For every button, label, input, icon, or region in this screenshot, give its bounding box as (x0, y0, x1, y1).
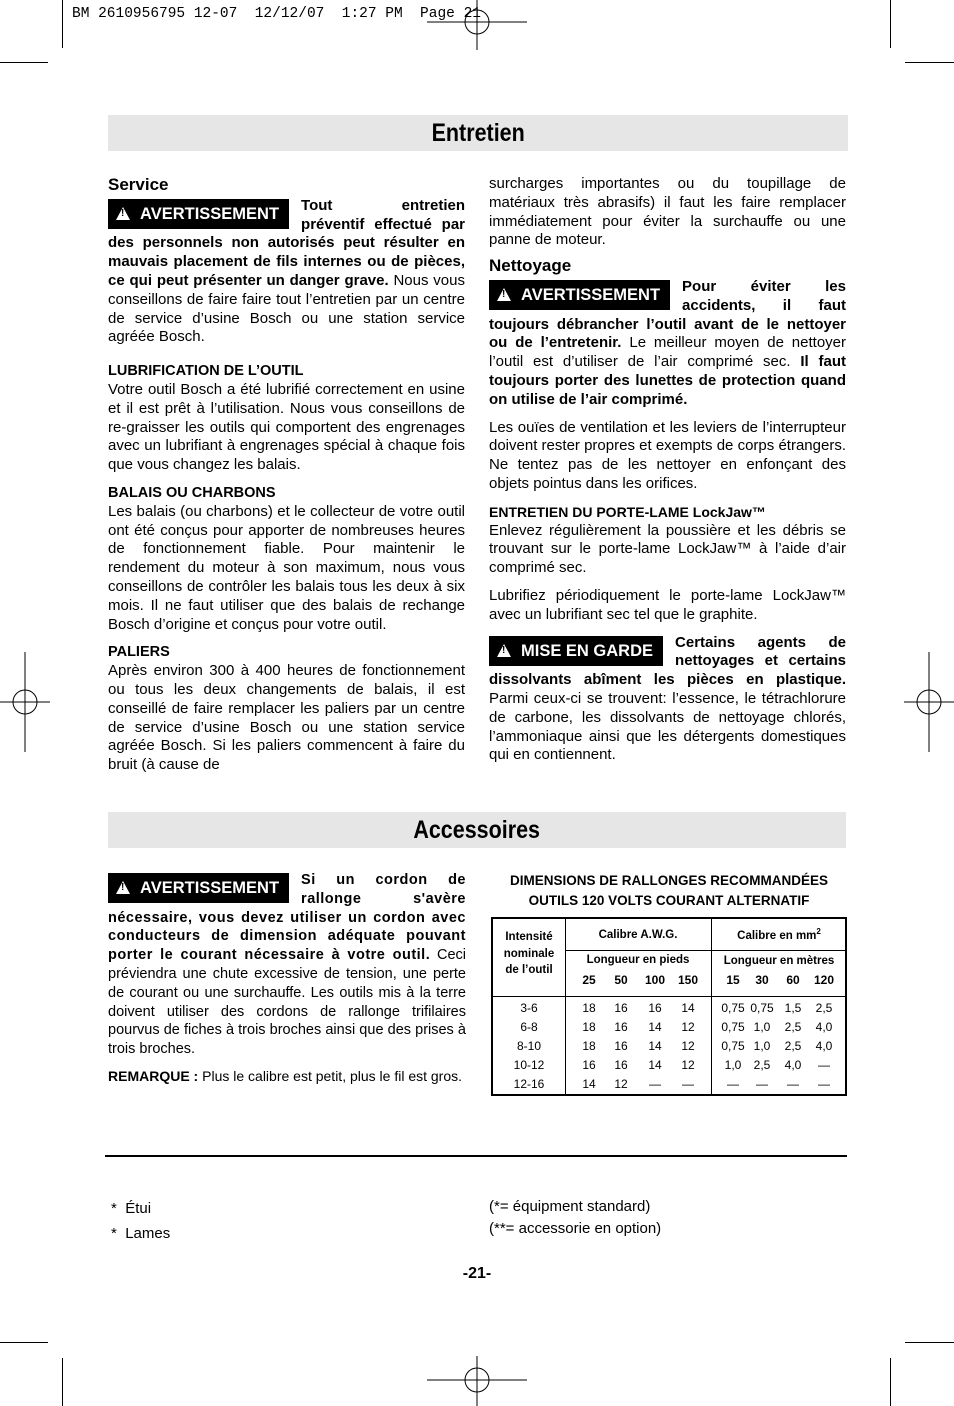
table-cell-mm2: 0,75 (721, 1020, 745, 1034)
table-divider (565, 950, 847, 951)
header-mm2: Calibre en $mm^2$ (737, 927, 821, 942)
table-cell-awg: 16 (582, 1058, 596, 1072)
table-cell-awg: 16 (614, 1058, 628, 1072)
table-cell-mm2: 1,0 (753, 1039, 771, 1053)
table-cell-awg: 18 (582, 1001, 596, 1015)
lockjaw-heading: ENTRETIEN DU PORTE-LAME LockJaw™ (489, 503, 766, 520)
table-cell-amp: 8-10 (516, 1039, 542, 1053)
crop-mark (62, 1358, 63, 1406)
paliers-text: Après environ 300 à 400 heures de fonctionnement ou tous les deux changements de balais, il est conseillé de faire remplacer les paliers par un centre de service d’usine Bosch ou une station service agréée Bosch. Si les paliers commencent à faire du bruit (à cause de (108, 662, 465, 774)
remarque-note: REMARQUE : Plus le calibre est petit, plus le fil est gros. (108, 1067, 463, 1084)
crop-mark (0, 62, 48, 63)
service-heading: Service (108, 175, 169, 194)
table-cell-mm2: — (727, 1077, 739, 1091)
table-cell-mm2: 1,0 (753, 1020, 771, 1034)
section-title-entretien: Entretien (108, 115, 848, 151)
header-length-ft: 50 (614, 973, 628, 987)
table-title: DIMENSIONS DE RALLONGES RECOMMANDÉES OUTILS 120 VOLTS COURANT ALTERNATIF (509, 873, 829, 908)
table-cell-mm2: 4,0 (815, 1039, 833, 1053)
caution-paragraph: !MISE EN GARDE Certains agents de nettoyages et certains dissolvants abîment les pièces en plastique. Parmi ceux-ci se trouvent: l’essence, le tétrachlorure de carbone, les dissolvants de nettoyage chlorés, l’ammoniaque ainsi que les détergents domestiques qui en contiennent. (489, 634, 846, 766)
warning-badge: !AVERTISSEMENT (108, 873, 289, 903)
table-cell-awg: 18 (582, 1039, 596, 1053)
crop-mark (890, 1358, 891, 1406)
table-cell-mm2: 2,5 (815, 1001, 833, 1015)
service-paragraph: !AVERTISSEMENT Tout entretien préventif effectué par des personnels non autorisés peut résulter en mauvais placement de fils internes ou de pièces, ce qui peut présenter un danger grave. Nous vous conseillons de faire faire tout l’entretien par un centre de service d’usine Bosch ou une station service agréée Bosch. (108, 197, 465, 347)
table-cell-mm2: — (756, 1077, 768, 1091)
paliers-heading: PALIERS (108, 644, 170, 661)
table-cell-awg: 14 (681, 1001, 695, 1015)
table-divider (711, 919, 712, 1094)
header-length-m: 120 (813, 973, 835, 987)
crop-mark (0, 1342, 48, 1343)
table-cell-awg: 12 (681, 1058, 695, 1072)
header-metres: Longueur en mètres (723, 955, 835, 967)
lubrification-text: Votre outil Bosch a été lubrifié correctement en usine et il est prêt à l’utilisation. Nous vous conseillons de re-graisser les outils qui comportent des engrenages avec un lubrifiant à engrenages spécial à chaque fois que vous changez les balais. (108, 380, 465, 474)
warning-triangle-icon (116, 881, 130, 894)
table-cell-awg: 14 (648, 1039, 662, 1053)
warning-triangle-icon (116, 207, 130, 220)
table-cell-awg: 12 (681, 1039, 695, 1053)
warning-badge: !AVERTISSEMENT (108, 199, 289, 229)
header-length-m: 60 (786, 973, 800, 987)
header-intensite: Intensité nominale de l’outil (503, 931, 555, 976)
page-number: -21- (462, 1265, 492, 1282)
table-cell-awg: — (649, 1077, 661, 1091)
paliers-continued-text: surcharges importantes ou du toupillage de matériaux très abrasifs) il faut les faire remplacer immédiatement pour éviter la surchauffe ou une panne de moteur. (489, 175, 846, 249)
table-cell-awg: 14 (648, 1058, 662, 1072)
balais-text: Les balais (ou charbons) et le collecteur de votre outil ont été conçus pour apporter de nombreuses heures de fonctionnement fiable. Pour maintenir le rendement du moteur à son maximum, nous vous conseillons de contrôler les balais tous les deux à six mois. Il ne faut utiliser que des balais de rechange Bosch d’origine et conçus pour votre outil. (108, 502, 465, 633)
table-cell-awg: 14 (648, 1020, 662, 1034)
lockjaw-text-2: Lubrifiez périodiquement le porte-lame LockJaw™ avec un lubrifiant sec tel que le graphite. (489, 586, 846, 623)
table-cell-mm2: 1,5 (784, 1001, 802, 1015)
table-cell-awg: 16 (648, 1001, 662, 1015)
nettoyage-paragraph: !AVERTISSEMENT Pour éviter les accidents, il faut toujours débrancher l’outil avant de le nettoyer ou de l’entretenir. Le meilleur moyen de nettoyer l’outil est d’utiliser de l’air comprimé sec. Il faut toujours porter des lunettes de protection quand on utilise de l’air comprimé. (489, 278, 846, 410)
table-divider (565, 919, 566, 1094)
registration-mark-icon (904, 652, 954, 752)
table-cell-amp: 3-6 (520, 1001, 538, 1015)
header-length-ft: 100 (644, 973, 666, 987)
table-cell-awg: 18 (582, 1020, 596, 1034)
crop-mark (890, 0, 891, 48)
extension-cord-table (491, 917, 847, 1096)
warning-badge: !AVERTISSEMENT (489, 280, 670, 310)
registration-mark-icon (427, 1356, 527, 1406)
list-item: * Lames (111, 1225, 171, 1242)
left-column (108, 176, 465, 775)
warning-triangle-icon (497, 644, 511, 657)
table-cell-mm2: 2,5 (784, 1039, 802, 1053)
table-cell-mm2: — (787, 1077, 799, 1091)
table-cell-awg: 16 (614, 1020, 628, 1034)
table-cell-mm2: 1,0 (724, 1058, 742, 1072)
table-cell-mm2: — (818, 1058, 830, 1072)
table-cell-awg: 16 (614, 1001, 628, 1015)
lockjaw-text-1: Enlevez régulièrement la poussière et les débris se trouvant sur le porte-lame LockJaw™ à l’aide d’air comprimé sec. (489, 521, 846, 577)
table-cell-mm2: 0,75 (721, 1001, 745, 1015)
header-length-m: 15 (726, 973, 740, 987)
table-cell-amp: 10-12 (513, 1058, 545, 1072)
balais-heading: BALAIS OU CHARBONS (108, 484, 276, 501)
header-length-ft: 25 (582, 973, 596, 987)
table-cell-awg: 16 (614, 1039, 628, 1053)
table-cell-mm2: 0,75 (721, 1039, 745, 1053)
table-cell-awg: 14 (582, 1077, 596, 1091)
header-length-ft: 150 (677, 973, 699, 987)
divider-line (105, 1155, 847, 1157)
table-cell-mm2: 0,75 (750, 1001, 774, 1015)
table-cell-mm2: 2,5 (753, 1058, 771, 1072)
right-column (489, 175, 846, 765)
table-cell-mm2: 4,0 (784, 1058, 802, 1072)
table-cell-awg: 12 (681, 1020, 695, 1034)
table-cell-amp: 6-8 (520, 1020, 538, 1034)
warning-triangle-icon (497, 288, 511, 301)
registration-mark-icon (0, 652, 50, 752)
section-title-accessoires: Accessoires (108, 812, 846, 848)
nettoyage-heading: Nettoyage (489, 256, 572, 276)
ouies-text: Les ouïes de ventilation et les leviers de l’interrupteur doivent rester propres et exempts de corps étrangers. Ne tentez pas de les nettoyer en enfonçant des objets pointus dans les orifices. (489, 418, 846, 492)
lubrification-heading: LUBRIFICATION DE L’OUTIL (108, 363, 304, 380)
accessoires-left (108, 871, 466, 1086)
list-item: * Étui (111, 1200, 152, 1217)
header-awg: Calibre A.W.G. (598, 929, 678, 941)
table-cell-mm2: — (818, 1077, 830, 1091)
header-pieds: Longueur en pieds (586, 954, 690, 966)
caution-badge: !MISE EN GARDE (489, 636, 663, 666)
table-divider (493, 996, 847, 997)
extension-warning-paragraph: !AVERTISSEMENT Si un cordon de rallonge s'avère nécessaire, vous devez utiliser un cordon avec conducteurs de dimension adéquate pouvant porter le courant nécessaire à votre outil. Ceci préviendra une chute excessive de tension, une perte de courant ou une surchauffe. Les outils mis à la terre doivent utiliser des cordons de rallonge trifilaires pourvus de fiches à trois broches ainsi que des prises à trois broches. (108, 871, 466, 1059)
table-cell-amp: 12-16 (513, 1077, 545, 1091)
print-header: BM 2610956795 12-07 12/12/07 1:27 PM Page 21 (72, 6, 481, 22)
crop-mark (905, 1342, 954, 1343)
crop-mark (905, 62, 954, 63)
table-cell-awg: — (682, 1077, 694, 1091)
crop-mark (62, 0, 63, 48)
table-cell-mm2: 2,5 (784, 1020, 802, 1034)
accessory-list (111, 1196, 170, 1246)
header-length-m: 30 (755, 973, 769, 987)
legend: (*= équipment standard) (**= accessorie en option) (489, 1198, 662, 1237)
table-cell-mm2: 4,0 (815, 1020, 833, 1034)
table-cell-awg: 12 (614, 1077, 628, 1091)
